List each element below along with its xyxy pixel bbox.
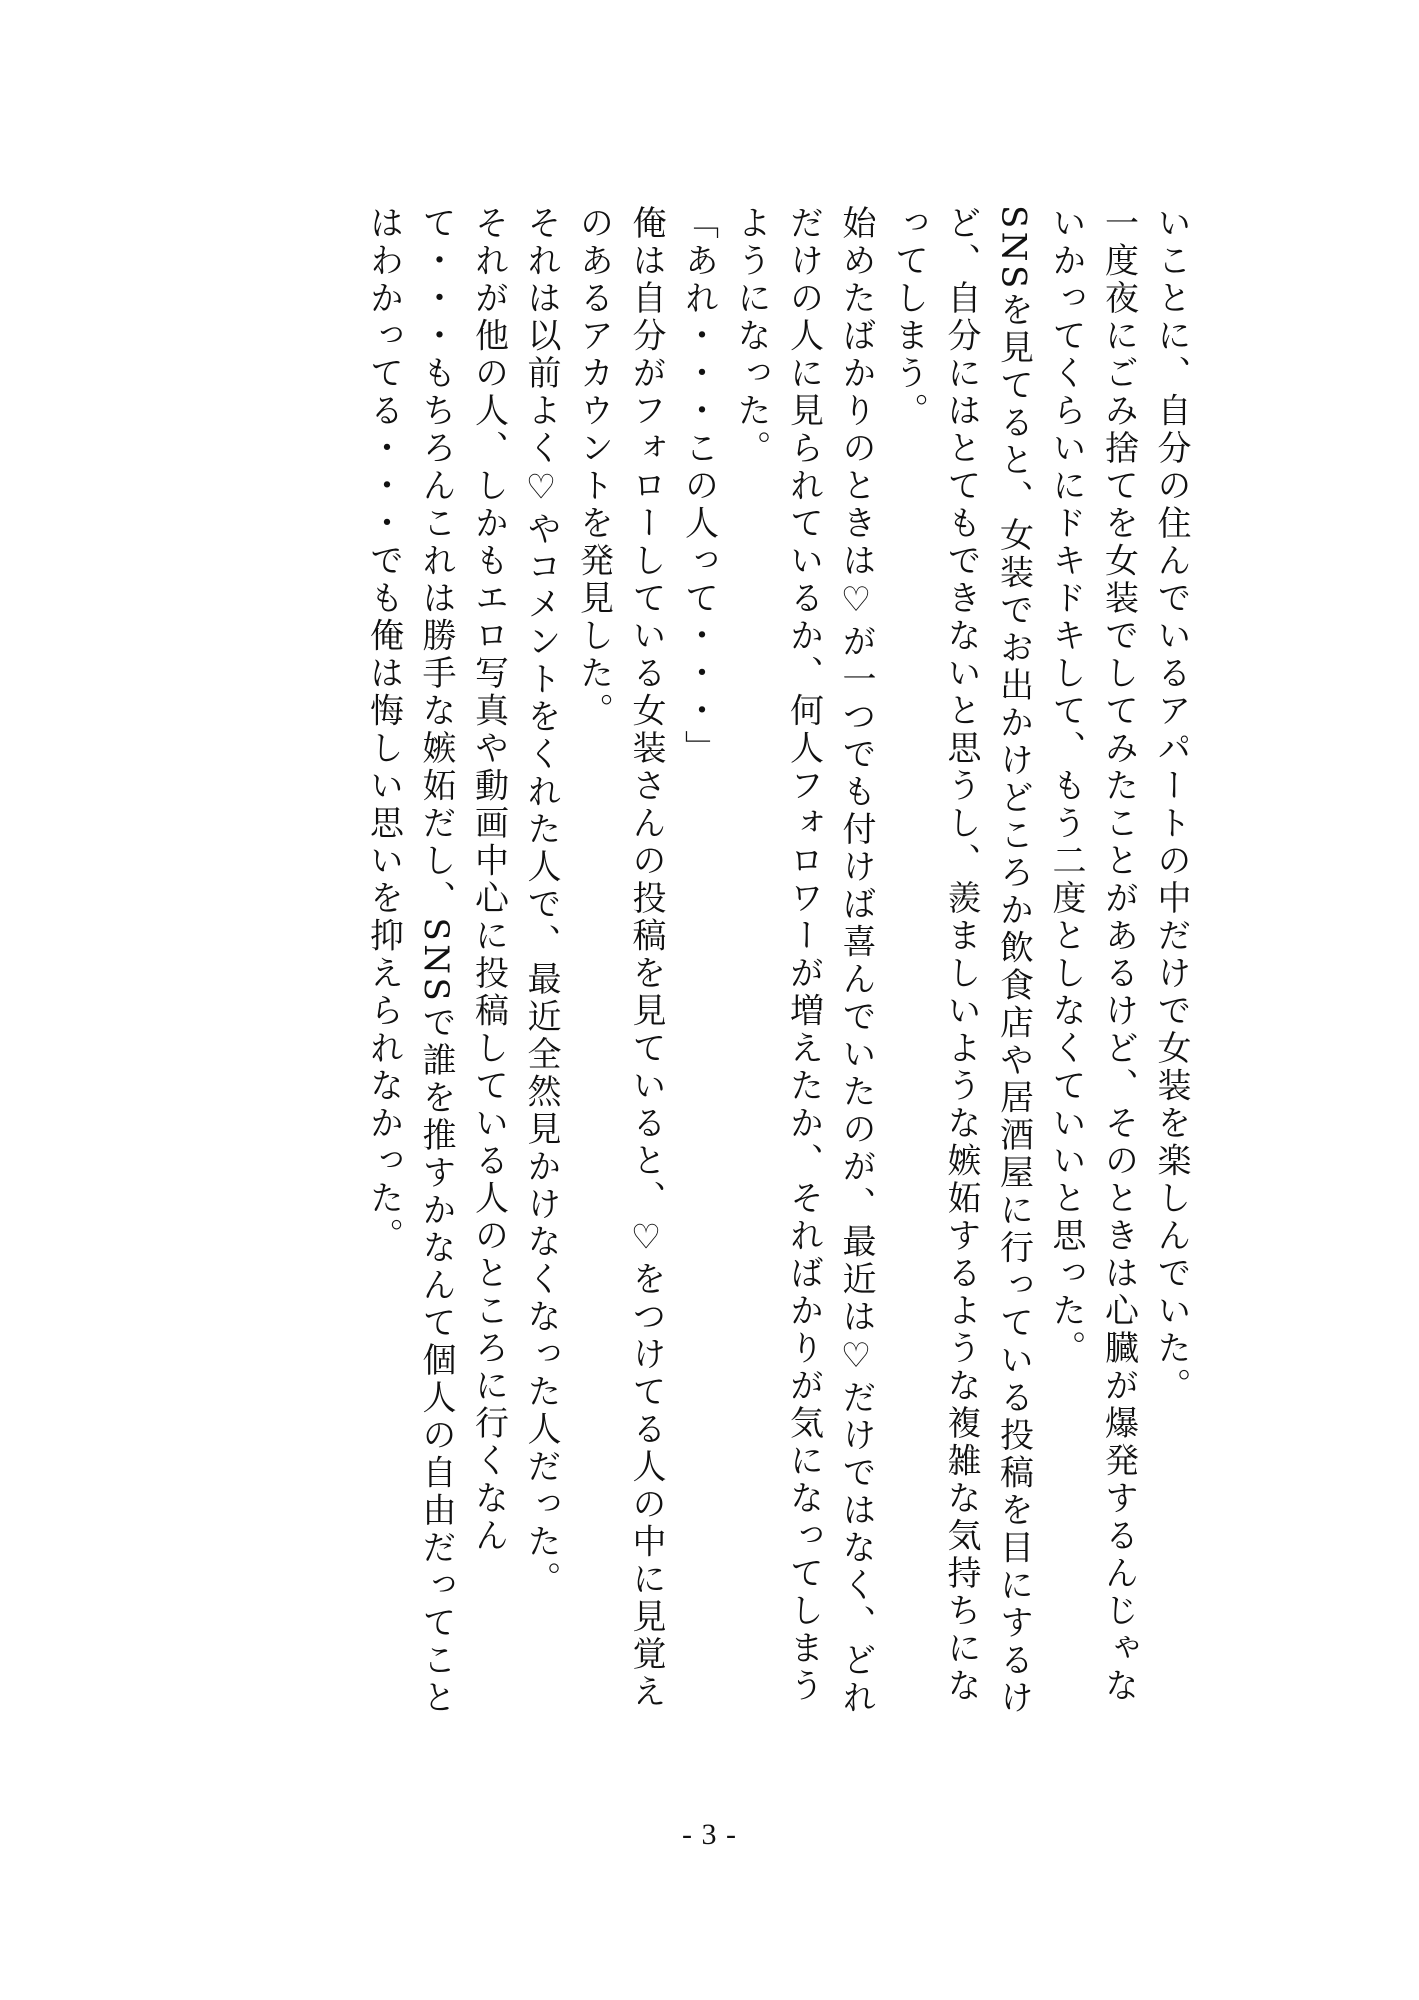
text-line: いかってくらいにドキドキして、もう二度としなくていいと思った。 [1046, 205, 1086, 1368]
text-line: 始めたばかりのときは♡が一つでも付けば喜んでいたのが、最近は♡だけではなく、どれ [836, 205, 876, 1717]
text-line: ようになった。 [731, 205, 771, 468]
text-line: SNSを見てると、女装でお出かけどころか飲食店や居酒屋に行っている投稿を目にするけ [993, 205, 1034, 1717]
page-number: - 3 - [682, 1818, 737, 1851]
text-line: 一度夜にごみ捨てを女装でしてみたことがあるけど、そのときは心臓が爆発するんじゃな [1098, 205, 1139, 1705]
text-line: はわかってる・・・でも俺は悔しい思いを抑えられなかった。 [363, 205, 404, 1255]
text-line: ど、自分にはとてもできないと思うし、羨ましいような嫉妬するような複雑な気持ちにな [941, 205, 981, 1705]
text-line: いことに、自分の住んでいるアパートの中だけで女装を楽しんでいた。 [1151, 205, 1191, 1405]
text-line: 「あれ・・・この人って・・・」 [678, 205, 719, 768]
text-line: それは以前よく♡やコメントをくれた人で、最近全然見かけなくなった人だった。 [521, 205, 561, 1599]
text-line: それが他の人、しかもエロ写真や動画中心に投稿している人のところに行くなん [468, 205, 509, 1555]
text-line: 俺は自分がフォローしている女装さんの投稿を見ていると、♡をつけてる人の中に見覚え [626, 205, 666, 1711]
text-line: て・・・もちろんこれは勝手な嫉妬だし、SNSで誰を推すかなんて個人の自由だってこと [416, 205, 456, 1717]
text-line: ってしまう。 [888, 205, 929, 430]
text-line: のあるアカウントを発見した。 [573, 205, 614, 730]
text-line: だけの人に見られているか、何人フォロワーが増えたか、そればかりが気になってしまう [783, 205, 824, 1705]
vertical-text-body [357, 205, 1197, 1790]
